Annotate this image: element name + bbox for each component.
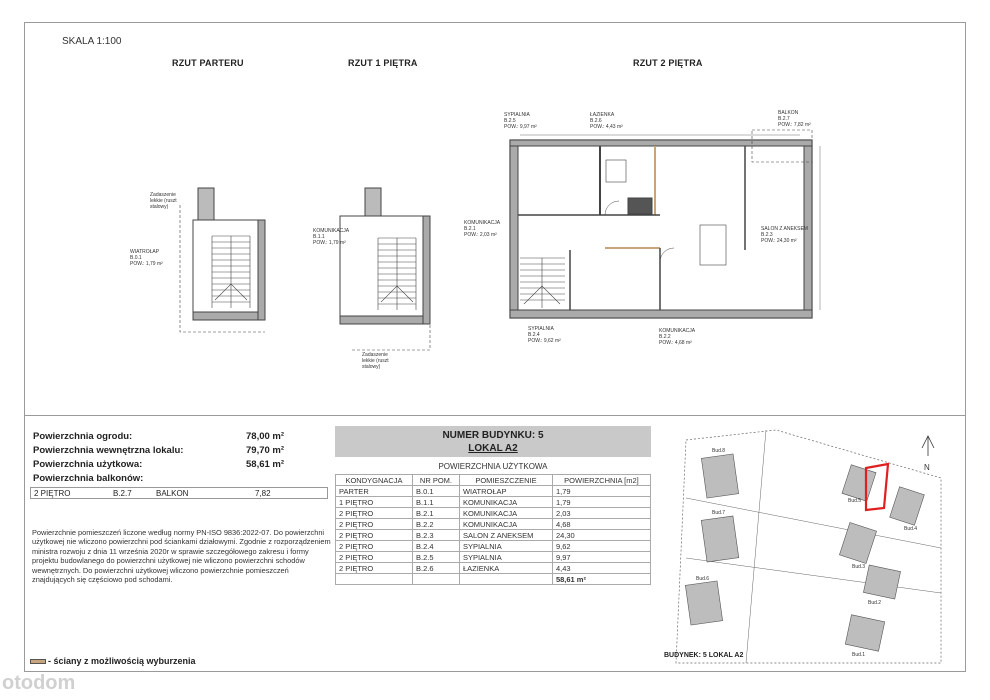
- site-building-label: Bud.4: [904, 526, 918, 532]
- cell-room: ŁAZIENKA: [459, 563, 552, 574]
- parter-canopy-note-line: lekkie (ruszt: [150, 198, 177, 204]
- room-number: B.2.1: [464, 226, 476, 232]
- room-area: POW.: 7,82 m²: [778, 122, 811, 128]
- room-area: POW.: 2,03 m²: [464, 232, 497, 238]
- table-header: POWIERZCHNIA [m2]: [552, 475, 650, 486]
- site-building-label: Bud.3: [852, 564, 866, 570]
- table-header: KONDYGNACJA: [336, 475, 413, 486]
- cell-empty: [459, 574, 552, 585]
- parter-canopy-note-line: stalowy): [150, 204, 169, 210]
- balcony-name: BALKON: [156, 489, 189, 498]
- room-name: KOMUNIKACJA: [313, 228, 350, 234]
- frame-divider: [24, 415, 966, 416]
- table-header: POMIESZCZENIE: [459, 475, 552, 486]
- pietro1-canopy-note-line: lekkie (ruszt: [362, 358, 389, 364]
- usable-area-label: Powierzchnia użytkowa:: [33, 459, 143, 470]
- room-area: POW.: 4,43 m²: [590, 124, 623, 130]
- pietro-1-plan: [340, 188, 430, 350]
- table-caption: POWIERZCHNIA UŻYTKOWA: [438, 462, 548, 471]
- room-area: POW.: 1,79 m²: [130, 261, 163, 267]
- north-label: N: [924, 463, 930, 472]
- room-name: KOMUNIKACJA: [659, 328, 696, 334]
- room-label-lazienka-b26: [590, 112, 623, 130]
- table-row: [336, 508, 651, 519]
- room-label-sypialnia-b24: [528, 326, 561, 344]
- room-name: SALON Z ANEKSEM: [761, 226, 808, 232]
- cell-number: B.2.3: [412, 530, 459, 541]
- table-row: [336, 519, 651, 530]
- room-area: POW.: 9,97 m²: [504, 124, 537, 130]
- cell-floor: 2 PIĘTRO: [336, 552, 413, 563]
- site-building-label: Bud.7: [712, 510, 726, 516]
- plan-title-pietro-1: RZUT 1 PIĘTRA: [348, 58, 418, 68]
- room-number: B.1.1: [313, 234, 325, 240]
- room-number: B.2.2: [659, 334, 671, 340]
- room-number: B.2.5: [504, 118, 516, 124]
- cell-room: SYPIALNIA: [459, 552, 552, 563]
- balcony-floor: 2 PIĘTRO: [34, 489, 71, 498]
- room-label-komunikacja-b11: [313, 228, 349, 246]
- room-label-komunikacja-b22: [659, 328, 695, 346]
- room-number: B.2.6: [590, 118, 602, 124]
- cell-area: 9,97: [552, 552, 650, 563]
- demolishable-wall-swatch: [30, 659, 46, 664]
- room-label-komunikacja-b21: [464, 220, 500, 238]
- cell-number: B.1.1: [412, 497, 459, 508]
- site-building-label: Bud.5: [848, 498, 862, 504]
- room-name: SYPIALNIA: [528, 326, 554, 332]
- room-name: ŁAZIENKA: [590, 112, 615, 118]
- cell-floor: 2 PIĘTRO: [336, 508, 413, 519]
- room-number: B.0.1: [130, 255, 142, 261]
- legend: [30, 656, 196, 666]
- plan-title-parter: RZUT PARTERU: [172, 58, 244, 68]
- cell-floor: 1 PIĘTRO: [336, 497, 413, 508]
- cell-number: B.2.6: [412, 563, 459, 574]
- scale-label: SKALA 1:100: [62, 36, 122, 47]
- usable-area-table: [335, 474, 651, 585]
- balcony-area-label: Powierzchnia balkonów:: [33, 473, 144, 484]
- cell-area: 4,43: [552, 563, 650, 574]
- cell-room: WIATROŁAP: [459, 486, 552, 497]
- room-area: POW.: 9,62 m²: [528, 338, 561, 344]
- cell-empty: [336, 574, 413, 585]
- cell-area: 4,68: [552, 519, 650, 530]
- room-number: B.2.7: [778, 116, 790, 122]
- unit-number: LOKAL A2: [468, 443, 518, 454]
- parter-canopy-note-line: Zadaszenie: [150, 192, 176, 198]
- site-building-label: Bud.1: [852, 652, 866, 658]
- cell-area: 1,79: [552, 486, 650, 497]
- table-header-row: [336, 475, 651, 486]
- balcony-area: 7,82: [255, 489, 271, 498]
- room-name: WIATROŁAP: [130, 249, 160, 255]
- cell-floor: 2 PIĘTRO: [336, 541, 413, 552]
- site-building-label: Bud.8: [712, 448, 726, 454]
- legend-text: - ściany z możliwością wyburzenia: [48, 656, 196, 666]
- cell-number: B.0.1: [412, 486, 459, 497]
- north-arrow-icon: [922, 436, 934, 456]
- building-number: NUMER BUDYNKU: 5: [442, 430, 544, 441]
- parter-plan: [180, 188, 265, 332]
- cell-empty: [412, 574, 459, 585]
- cell-area: 2,03: [552, 508, 650, 519]
- cell-room: SALON Z ANEKSEM: [459, 530, 552, 541]
- cell-floor: PARTER: [336, 486, 413, 497]
- plan-title-pietro-2: RZUT 2 PIĘTRA: [633, 58, 703, 68]
- cell-room: KOMUNIKACJA: [459, 519, 552, 530]
- garden-area-label: Powierzchnia ogrodu:: [33, 431, 133, 442]
- table-total-row: [336, 574, 651, 585]
- table-row: [336, 486, 651, 497]
- cell-area: 9,62: [552, 541, 650, 552]
- area-calculation-note: Powierzchnie pomieszczeń liczone według normy PN-ISO 9836:2022-07. Do powierzchni użytkowej nie wliczono powierzchni pod ściankami działowymi. Zgodnie z rozporządzeniem ministra rozwoju z dnia 11 września 2020r w sprawie szczegółowego zakresu i formy projektu budowlanego do powierzchni użytkowej nie wliczono powierzchni schodów wewnętrznych. Do powierzchni użytkowej wliczono powierzchnie pomieszczeń znajdujących się częściowo pod schodami.: [32, 528, 331, 585]
- room-label-balkon-b27: [778, 110, 811, 128]
- room-name: KOMUNIKACJA: [464, 220, 501, 226]
- pietro1-canopy-note: [362, 352, 389, 370]
- site-building-label: Bud.6: [696, 576, 710, 582]
- cell-floor: 2 PIĘTRO: [336, 519, 413, 530]
- table-row: [336, 497, 651, 508]
- pietro1-canopy-note-line: stalowy): [362, 364, 381, 370]
- table-header: NR POM.: [412, 475, 459, 486]
- room-label-sypialnia-b25: [504, 112, 537, 130]
- building-number-box: [335, 426, 651, 457]
- cell-room: SYPIALNIA: [459, 541, 552, 552]
- room-label-wiatrolap: [130, 249, 163, 267]
- site-building-label: Bud.2: [868, 600, 882, 606]
- usable-area-value: 58,61 m²: [246, 459, 285, 470]
- cell-number: B.2.5: [412, 552, 459, 563]
- cell-room: KOMUNIKACJA: [459, 508, 552, 519]
- pietro1-canopy-note-line: Zadaszenie: [362, 352, 388, 358]
- cell-number: B.2.2: [412, 519, 459, 530]
- balcony-row: [30, 487, 328, 499]
- total-area: 58,61 m²: [552, 574, 650, 585]
- cell-area: 1,79: [552, 497, 650, 508]
- room-name: SYPIALNIA: [504, 112, 530, 118]
- room-number: B.2.4: [528, 332, 540, 338]
- watermark-logo: otodom: [2, 672, 76, 694]
- site-plan: [656, 418, 966, 672]
- parter-canopy-note: [150, 192, 177, 210]
- table-row: [336, 541, 651, 552]
- room-area: POW.: 1,79 m²: [313, 240, 346, 246]
- cell-area: 24,30: [552, 530, 650, 541]
- balcony-number: B.2.7: [113, 489, 132, 498]
- cell-floor: 2 PIĘTRO: [336, 563, 413, 574]
- room-area: POW.: 24,30 m²: [761, 238, 797, 244]
- pietro-2-plan: [510, 130, 820, 318]
- internal-area-label: Powierzchnia wewnętrzna lokalu:: [33, 445, 184, 456]
- room-area: POW.: 4,68 m²: [659, 340, 692, 346]
- table-row: [336, 552, 651, 563]
- cell-room: KOMUNIKACJA: [459, 497, 552, 508]
- room-label-salon-b23: [761, 226, 808, 244]
- table-row: [336, 530, 651, 541]
- cell-number: B.2.1: [412, 508, 459, 519]
- cell-number: B.2.4: [412, 541, 459, 552]
- cell-floor: 2 PIĘTRO: [336, 530, 413, 541]
- table-row: [336, 563, 651, 574]
- room-number: B.2.3: [761, 232, 773, 238]
- site-caption: BUDYNEK: 5 LOKAL A2: [664, 652, 744, 659]
- garden-area-value: 78,00 m²: [246, 431, 285, 442]
- internal-area-value: 79,70 m²: [246, 445, 285, 456]
- room-name: BALKON: [778, 110, 799, 116]
